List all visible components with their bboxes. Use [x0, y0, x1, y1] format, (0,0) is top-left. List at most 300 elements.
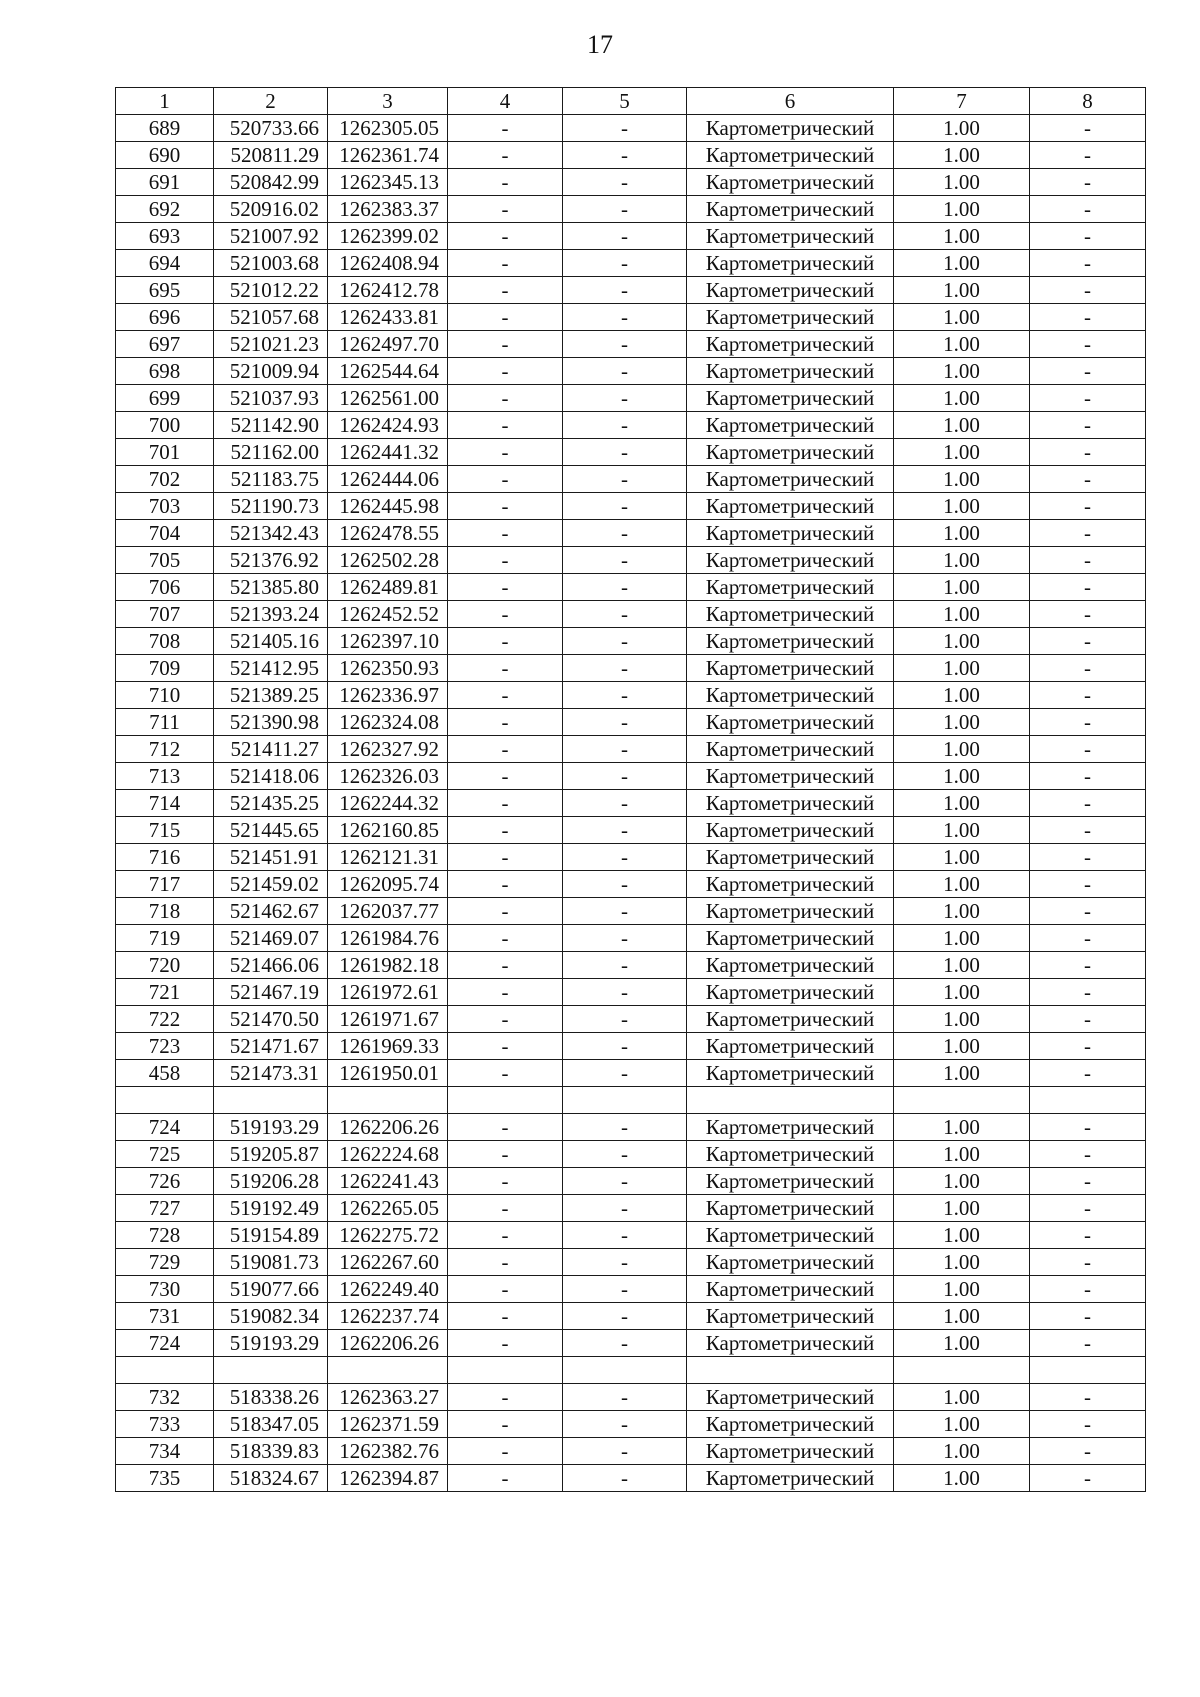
cell-method: Картометрический [687, 1195, 894, 1222]
cell-col-8: - [1030, 1276, 1146, 1303]
cell-col-4: - [448, 520, 563, 547]
table-row [116, 385, 1146, 412]
cell-accuracy: 1.00 [894, 115, 1030, 142]
cell-col-8: - [1030, 1195, 1146, 1222]
cell-point-number: 691 [116, 169, 214, 196]
cell-coord-y: 1261969.33 [328, 1033, 448, 1060]
cell-col-8: - [1030, 277, 1146, 304]
cell-col-4: - [448, 1303, 563, 1330]
cell-col-8: - [1030, 1006, 1146, 1033]
cell-coord-y: 1262237.74 [328, 1303, 448, 1330]
cell-col-5: - [563, 1168, 687, 1195]
table-row [116, 790, 1146, 817]
cell-col-8: - [1030, 1465, 1146, 1492]
cell-coord-y: 1262489.81 [328, 574, 448, 601]
cell-col-4: - [448, 304, 563, 331]
cell-point-number: 732 [116, 1384, 214, 1411]
cell-accuracy: 1.00 [894, 844, 1030, 871]
cell-col-4: - [448, 655, 563, 682]
cell-col-8: - [1030, 1114, 1146, 1141]
cell-col-8: - [1030, 385, 1146, 412]
table-row [116, 1006, 1146, 1033]
cell-coord-y: 1262206.26 [328, 1330, 448, 1357]
cell-coord-y: 1262361.74 [328, 142, 448, 169]
cell-coord-y: 1262350.93 [328, 655, 448, 682]
cell-method: Картометрический [687, 142, 894, 169]
cell-point-number: 721 [116, 979, 214, 1006]
cell-coord-y: 1262345.13 [328, 169, 448, 196]
cell-col-4: - [448, 1276, 563, 1303]
cell-col-4: - [448, 898, 563, 925]
cell-coord-y: 1262441.32 [328, 439, 448, 466]
cell-coord-x: 519082.34 [214, 1303, 328, 1330]
cell-coord-y: 1262327.92 [328, 736, 448, 763]
cell-col-4: - [448, 1006, 563, 1033]
cell-coord-y: 1262363.27 [328, 1384, 448, 1411]
cell-col-4: - [448, 1465, 563, 1492]
cell-coord-x: 521466.06 [214, 952, 328, 979]
cell-coord-x: 518347.05 [214, 1411, 328, 1438]
cell-coord-y: 1262224.68 [328, 1141, 448, 1168]
cell-col-8: - [1030, 1033, 1146, 1060]
cell-method: Картометрический [687, 1222, 894, 1249]
cell-col-5: - [563, 628, 687, 655]
cell-accuracy: 1.00 [894, 763, 1030, 790]
cell-col-4: - [448, 952, 563, 979]
cell-col-5: - [563, 304, 687, 331]
cell-method: Картометрический [687, 1384, 894, 1411]
cell-coord-y: 1262095.74 [328, 871, 448, 898]
cell-coord-y: 1262412.78 [328, 277, 448, 304]
cell-col-5: - [563, 493, 687, 520]
cell-point-number: 705 [116, 547, 214, 574]
cell-accuracy: 1.00 [894, 1411, 1030, 1438]
cell-method: Картометрический [687, 736, 894, 763]
cell-method: Картометрический [687, 1114, 894, 1141]
cell-col-8: - [1030, 790, 1146, 817]
table-row [116, 331, 1146, 358]
table-row [116, 1330, 1146, 1357]
table-row [116, 601, 1146, 628]
cell-coord-y: 1261950.01 [328, 1060, 448, 1087]
cell-col-4: - [448, 1330, 563, 1357]
cell-coord-x: 521183.75 [214, 466, 328, 493]
cell-col-4: - [448, 1141, 563, 1168]
cell-coord-x: 521469.07 [214, 925, 328, 952]
cell-method: Картометрический [687, 1033, 894, 1060]
cell-method: Картометрический [687, 601, 894, 628]
cell-point-number: 714 [116, 790, 214, 817]
separator-row [116, 1357, 1146, 1384]
cell-col-8: - [1030, 682, 1146, 709]
cell-point-number: 711 [116, 709, 214, 736]
table-row [116, 682, 1146, 709]
table-row [116, 1060, 1146, 1087]
cell-coord-x: 519193.29 [214, 1330, 328, 1357]
cell-col-5: - [563, 439, 687, 466]
table-row [116, 1222, 1146, 1249]
cell-point-number: 693 [116, 223, 214, 250]
cell-accuracy: 1.00 [894, 1303, 1030, 1330]
cell-coord-x: 519077.66 [214, 1276, 328, 1303]
cell-coord-x: 521007.92 [214, 223, 328, 250]
cell-col-5: - [563, 736, 687, 763]
cell-point-number: 720 [116, 952, 214, 979]
table-row [116, 1249, 1146, 1276]
cell-point-number: 710 [116, 682, 214, 709]
cell-point-number: 701 [116, 439, 214, 466]
cell-col-8: - [1030, 925, 1146, 952]
cell-coord-y: 1262326.03 [328, 763, 448, 790]
cell-accuracy: 1.00 [894, 601, 1030, 628]
cell-method: Картометрический [687, 1168, 894, 1195]
cell-method: Картометрический [687, 763, 894, 790]
header-cell: 7 [894, 88, 1030, 115]
cell-coord-x: 518339.83 [214, 1438, 328, 1465]
cell-coord-x: 521376.92 [214, 547, 328, 574]
cell-coord-y: 1262497.70 [328, 331, 448, 358]
cell-point-number: 728 [116, 1222, 214, 1249]
cell-col-4: - [448, 1195, 563, 1222]
cell-method: Картометрический [687, 466, 894, 493]
cell-col-8: - [1030, 331, 1146, 358]
cell-col-8: - [1030, 736, 1146, 763]
cell-coord-x: 521037.93 [214, 385, 328, 412]
cell-accuracy: 1.00 [894, 196, 1030, 223]
cell-col-4: - [448, 250, 563, 277]
cell-method: Картометрический [687, 1438, 894, 1465]
cell-method: Картометрический [687, 1141, 894, 1168]
cell-col-8: - [1030, 169, 1146, 196]
table-row [116, 1114, 1146, 1141]
cell-coord-y: 1261971.67 [328, 1006, 448, 1033]
cell-method: Картометрический [687, 358, 894, 385]
cell-point-number: 727 [116, 1195, 214, 1222]
table-row [116, 1141, 1146, 1168]
cell-point-number: 716 [116, 844, 214, 871]
cell-col-4: - [448, 1411, 563, 1438]
cell-col-5: - [563, 331, 687, 358]
cell-coord-y: 1262561.00 [328, 385, 448, 412]
cell-accuracy: 1.00 [894, 439, 1030, 466]
cell-col-4: - [448, 223, 563, 250]
cell-col-5: - [563, 925, 687, 952]
cell-method: Картометрический [687, 790, 894, 817]
cell-point-number: 699 [116, 385, 214, 412]
cell-accuracy: 1.00 [894, 250, 1030, 277]
cell-coord-x: 521012.22 [214, 277, 328, 304]
cell-col-5: - [563, 1330, 687, 1357]
cell-point-number: 700 [116, 412, 214, 439]
cell-coord-x: 521009.94 [214, 358, 328, 385]
cell-method: Картометрический [687, 1303, 894, 1330]
cell-coord-y: 1262267.60 [328, 1249, 448, 1276]
cell-accuracy: 1.00 [894, 412, 1030, 439]
cell-col-5: - [563, 142, 687, 169]
cell-col-5: - [563, 223, 687, 250]
cell-coord-y: 1262433.81 [328, 304, 448, 331]
cell-coord-x: 519081.73 [214, 1249, 328, 1276]
cell-point-number: 730 [116, 1276, 214, 1303]
cell-point-number: 713 [116, 763, 214, 790]
cell-col-8 [1030, 1357, 1146, 1384]
cell-coord-y: 1262397.10 [328, 628, 448, 655]
cell-method: Картометрический [687, 709, 894, 736]
cell-coord-x: 521162.00 [214, 439, 328, 466]
cell-method: Картометрический [687, 115, 894, 142]
cell-point-number: 708 [116, 628, 214, 655]
cell-accuracy: 1.00 [894, 1060, 1030, 1087]
cell-coord-y: 1262452.52 [328, 601, 448, 628]
cell-col-8: - [1030, 709, 1146, 736]
cell-col-5: - [563, 1033, 687, 1060]
cell-point-number: 690 [116, 142, 214, 169]
cell-col-5: - [563, 169, 687, 196]
cell-accuracy: 1.00 [894, 655, 1030, 682]
table-row [116, 1411, 1146, 1438]
cell-coord-x: 520811.29 [214, 142, 328, 169]
cell-method: Картометрический [687, 520, 894, 547]
cell-col-8: - [1030, 1141, 1146, 1168]
cell-point-number: 723 [116, 1033, 214, 1060]
page-number: 17 [587, 30, 613, 59]
cell-coord-y: 1262408.94 [328, 250, 448, 277]
cell-col-8: - [1030, 979, 1146, 1006]
cell-point-number: 458 [116, 1060, 214, 1087]
cell-col-4: - [448, 682, 563, 709]
cell-col-5: - [563, 1195, 687, 1222]
header-cell: 1 [116, 88, 214, 115]
cell-col-4: - [448, 493, 563, 520]
cell-coord-y: 1262206.26 [328, 1114, 448, 1141]
cell-accuracy: 1.00 [894, 331, 1030, 358]
table-row [116, 547, 1146, 574]
cell-coord-x: 521393.24 [214, 601, 328, 628]
cell-point-number: 702 [116, 466, 214, 493]
cell-point-number: 718 [116, 898, 214, 925]
cell-accuracy: 1.00 [894, 1384, 1030, 1411]
cell-method: Картометрический [687, 223, 894, 250]
table-row [116, 574, 1146, 601]
cell-accuracy: 1.00 [894, 493, 1030, 520]
cell-point-number [116, 1357, 214, 1384]
cell-col-4: - [448, 1168, 563, 1195]
cell-method [687, 1357, 894, 1384]
table-row [116, 844, 1146, 871]
cell-col-8: - [1030, 871, 1146, 898]
cell-col-4: - [448, 547, 563, 574]
cell-coord-x [214, 1087, 328, 1114]
cell-method: Картометрический [687, 1006, 894, 1033]
cell-coord-x: 521057.68 [214, 304, 328, 331]
cell-accuracy: 1.00 [894, 1114, 1030, 1141]
cell-point-number: 709 [116, 655, 214, 682]
cell-coord-x: 521190.73 [214, 493, 328, 520]
cell-coord-x [214, 1357, 328, 1384]
cell-accuracy: 1.00 [894, 682, 1030, 709]
cell-col-5: - [563, 952, 687, 979]
table-row [116, 1438, 1146, 1465]
cell-accuracy: 1.00 [894, 1006, 1030, 1033]
cell-accuracy: 1.00 [894, 1438, 1030, 1465]
cell-col-8 [1030, 1087, 1146, 1114]
cell-coord-x: 520916.02 [214, 196, 328, 223]
cell-coord-y: 1262371.59 [328, 1411, 448, 1438]
cell-method: Картометрический [687, 817, 894, 844]
table-row [116, 763, 1146, 790]
cell-col-5: - [563, 1438, 687, 1465]
cell-point-number: 694 [116, 250, 214, 277]
cell-coord-y: 1262445.98 [328, 493, 448, 520]
cell-col-5: - [563, 844, 687, 871]
cell-col-8: - [1030, 1249, 1146, 1276]
cell-col-5: - [563, 898, 687, 925]
cell-method: Картометрический [687, 952, 894, 979]
cell-coord-x: 521470.50 [214, 1006, 328, 1033]
table-row [116, 628, 1146, 655]
cell-accuracy: 1.00 [894, 1330, 1030, 1357]
cell-method: Картометрический [687, 304, 894, 331]
cell-method: Картометрический [687, 1411, 894, 1438]
cell-point-number: 722 [116, 1006, 214, 1033]
cell-coord-x: 521467.19 [214, 979, 328, 1006]
cell-col-5: - [563, 1276, 687, 1303]
cell-point-number: 697 [116, 331, 214, 358]
cell-col-4: - [448, 790, 563, 817]
cell-col-8: - [1030, 223, 1146, 250]
cell-col-5: - [563, 412, 687, 439]
cell-accuracy: 1.00 [894, 952, 1030, 979]
cell-col-8: - [1030, 1303, 1146, 1330]
table-row [116, 277, 1146, 304]
cell-method: Картометрический [687, 439, 894, 466]
cell-method: Картометрический [687, 682, 894, 709]
cell-method: Картометрический [687, 574, 894, 601]
cell-coord-x: 520842.99 [214, 169, 328, 196]
cell-col-5: - [563, 547, 687, 574]
cell-accuracy: 1.00 [894, 1465, 1030, 1492]
cell-coord-y: 1262478.55 [328, 520, 448, 547]
cell-point-number: 703 [116, 493, 214, 520]
cell-coord-x: 518324.67 [214, 1465, 328, 1492]
cell-accuracy: 1.00 [894, 169, 1030, 196]
cell-col-5 [563, 1357, 687, 1384]
cell-col-5: - [563, 1465, 687, 1492]
table-row [116, 493, 1146, 520]
cell-col-8: - [1030, 817, 1146, 844]
cell-col-4: - [448, 1033, 563, 1060]
cell-col-4: - [448, 1222, 563, 1249]
cell-accuracy: 1.00 [894, 304, 1030, 331]
cell-col-5: - [563, 763, 687, 790]
cell-coord-x: 521021.23 [214, 331, 328, 358]
cell-coord-x: 521459.02 [214, 871, 328, 898]
cell-coord-x: 518338.26 [214, 1384, 328, 1411]
cell-method: Картометрический [687, 979, 894, 1006]
cell-col-8: - [1030, 763, 1146, 790]
cell-coord-y: 1262244.32 [328, 790, 448, 817]
header-cell: 3 [328, 88, 448, 115]
cell-col-5: - [563, 466, 687, 493]
separator-row [116, 1087, 1146, 1114]
cell-col-8: - [1030, 1330, 1146, 1357]
cell-col-8: - [1030, 466, 1146, 493]
cell-coord-x: 521411.27 [214, 736, 328, 763]
cell-col-5: - [563, 1060, 687, 1087]
cell-accuracy: 1.00 [894, 1249, 1030, 1276]
table-row [116, 736, 1146, 763]
cell-coord-y: 1262336.97 [328, 682, 448, 709]
cell-coord-y [328, 1087, 448, 1114]
cell-coord-x: 521405.16 [214, 628, 328, 655]
cell-method: Картометрический [687, 1465, 894, 1492]
cell-col-4: - [448, 196, 563, 223]
cell-col-4: - [448, 628, 563, 655]
cell-col-8: - [1030, 844, 1146, 871]
cell-point-number: 689 [116, 115, 214, 142]
cell-coord-x: 519154.89 [214, 1222, 328, 1249]
cell-coord-x: 521473.31 [214, 1060, 328, 1087]
table-row [116, 952, 1146, 979]
cell-accuracy: 1.00 [894, 358, 1030, 385]
cell-col-4: - [448, 358, 563, 385]
cell-accuracy: 1.00 [894, 142, 1030, 169]
cell-point-number: 734 [116, 1438, 214, 1465]
cell-coord-y: 1262121.31 [328, 844, 448, 871]
cell-accuracy: 1.00 [894, 1168, 1030, 1195]
cell-col-5: - [563, 817, 687, 844]
cell-col-8: - [1030, 439, 1146, 466]
cell-coord-x: 521412.95 [214, 655, 328, 682]
table-row [116, 520, 1146, 547]
cell-col-4: - [448, 1384, 563, 1411]
cell-col-5: - [563, 682, 687, 709]
cell-accuracy: 1.00 [894, 574, 1030, 601]
cell-coord-x: 521451.91 [214, 844, 328, 871]
header-cell: 5 [563, 88, 687, 115]
table-row [116, 466, 1146, 493]
cell-point-number [116, 1087, 214, 1114]
cell-col-4: - [448, 817, 563, 844]
cell-point-number: 735 [116, 1465, 214, 1492]
table-row [116, 1195, 1146, 1222]
cell-method: Картометрический [687, 331, 894, 358]
table-row [116, 1276, 1146, 1303]
cell-col-4: - [448, 277, 563, 304]
cell-method: Картометрический [687, 277, 894, 304]
cell-col-4: - [448, 439, 563, 466]
cell-method: Картометрический [687, 547, 894, 574]
cell-method: Картометрический [687, 655, 894, 682]
cell-method: Картометрический [687, 250, 894, 277]
cell-col-4: - [448, 466, 563, 493]
cell-col-5: - [563, 1141, 687, 1168]
cell-method: Картометрический [687, 1276, 894, 1303]
cell-col-5: - [563, 115, 687, 142]
cell-col-4: - [448, 871, 563, 898]
cell-point-number: 692 [116, 196, 214, 223]
table-row [116, 1168, 1146, 1195]
cell-col-4: - [448, 574, 563, 601]
cell-col-5: - [563, 574, 687, 601]
cell-col-8: - [1030, 952, 1146, 979]
cell-col-5: - [563, 1114, 687, 1141]
cell-point-number: 704 [116, 520, 214, 547]
cell-coord-y: 1262382.76 [328, 1438, 448, 1465]
cell-method: Картометрический [687, 196, 894, 223]
cell-col-5 [563, 1087, 687, 1114]
table-row [116, 709, 1146, 736]
